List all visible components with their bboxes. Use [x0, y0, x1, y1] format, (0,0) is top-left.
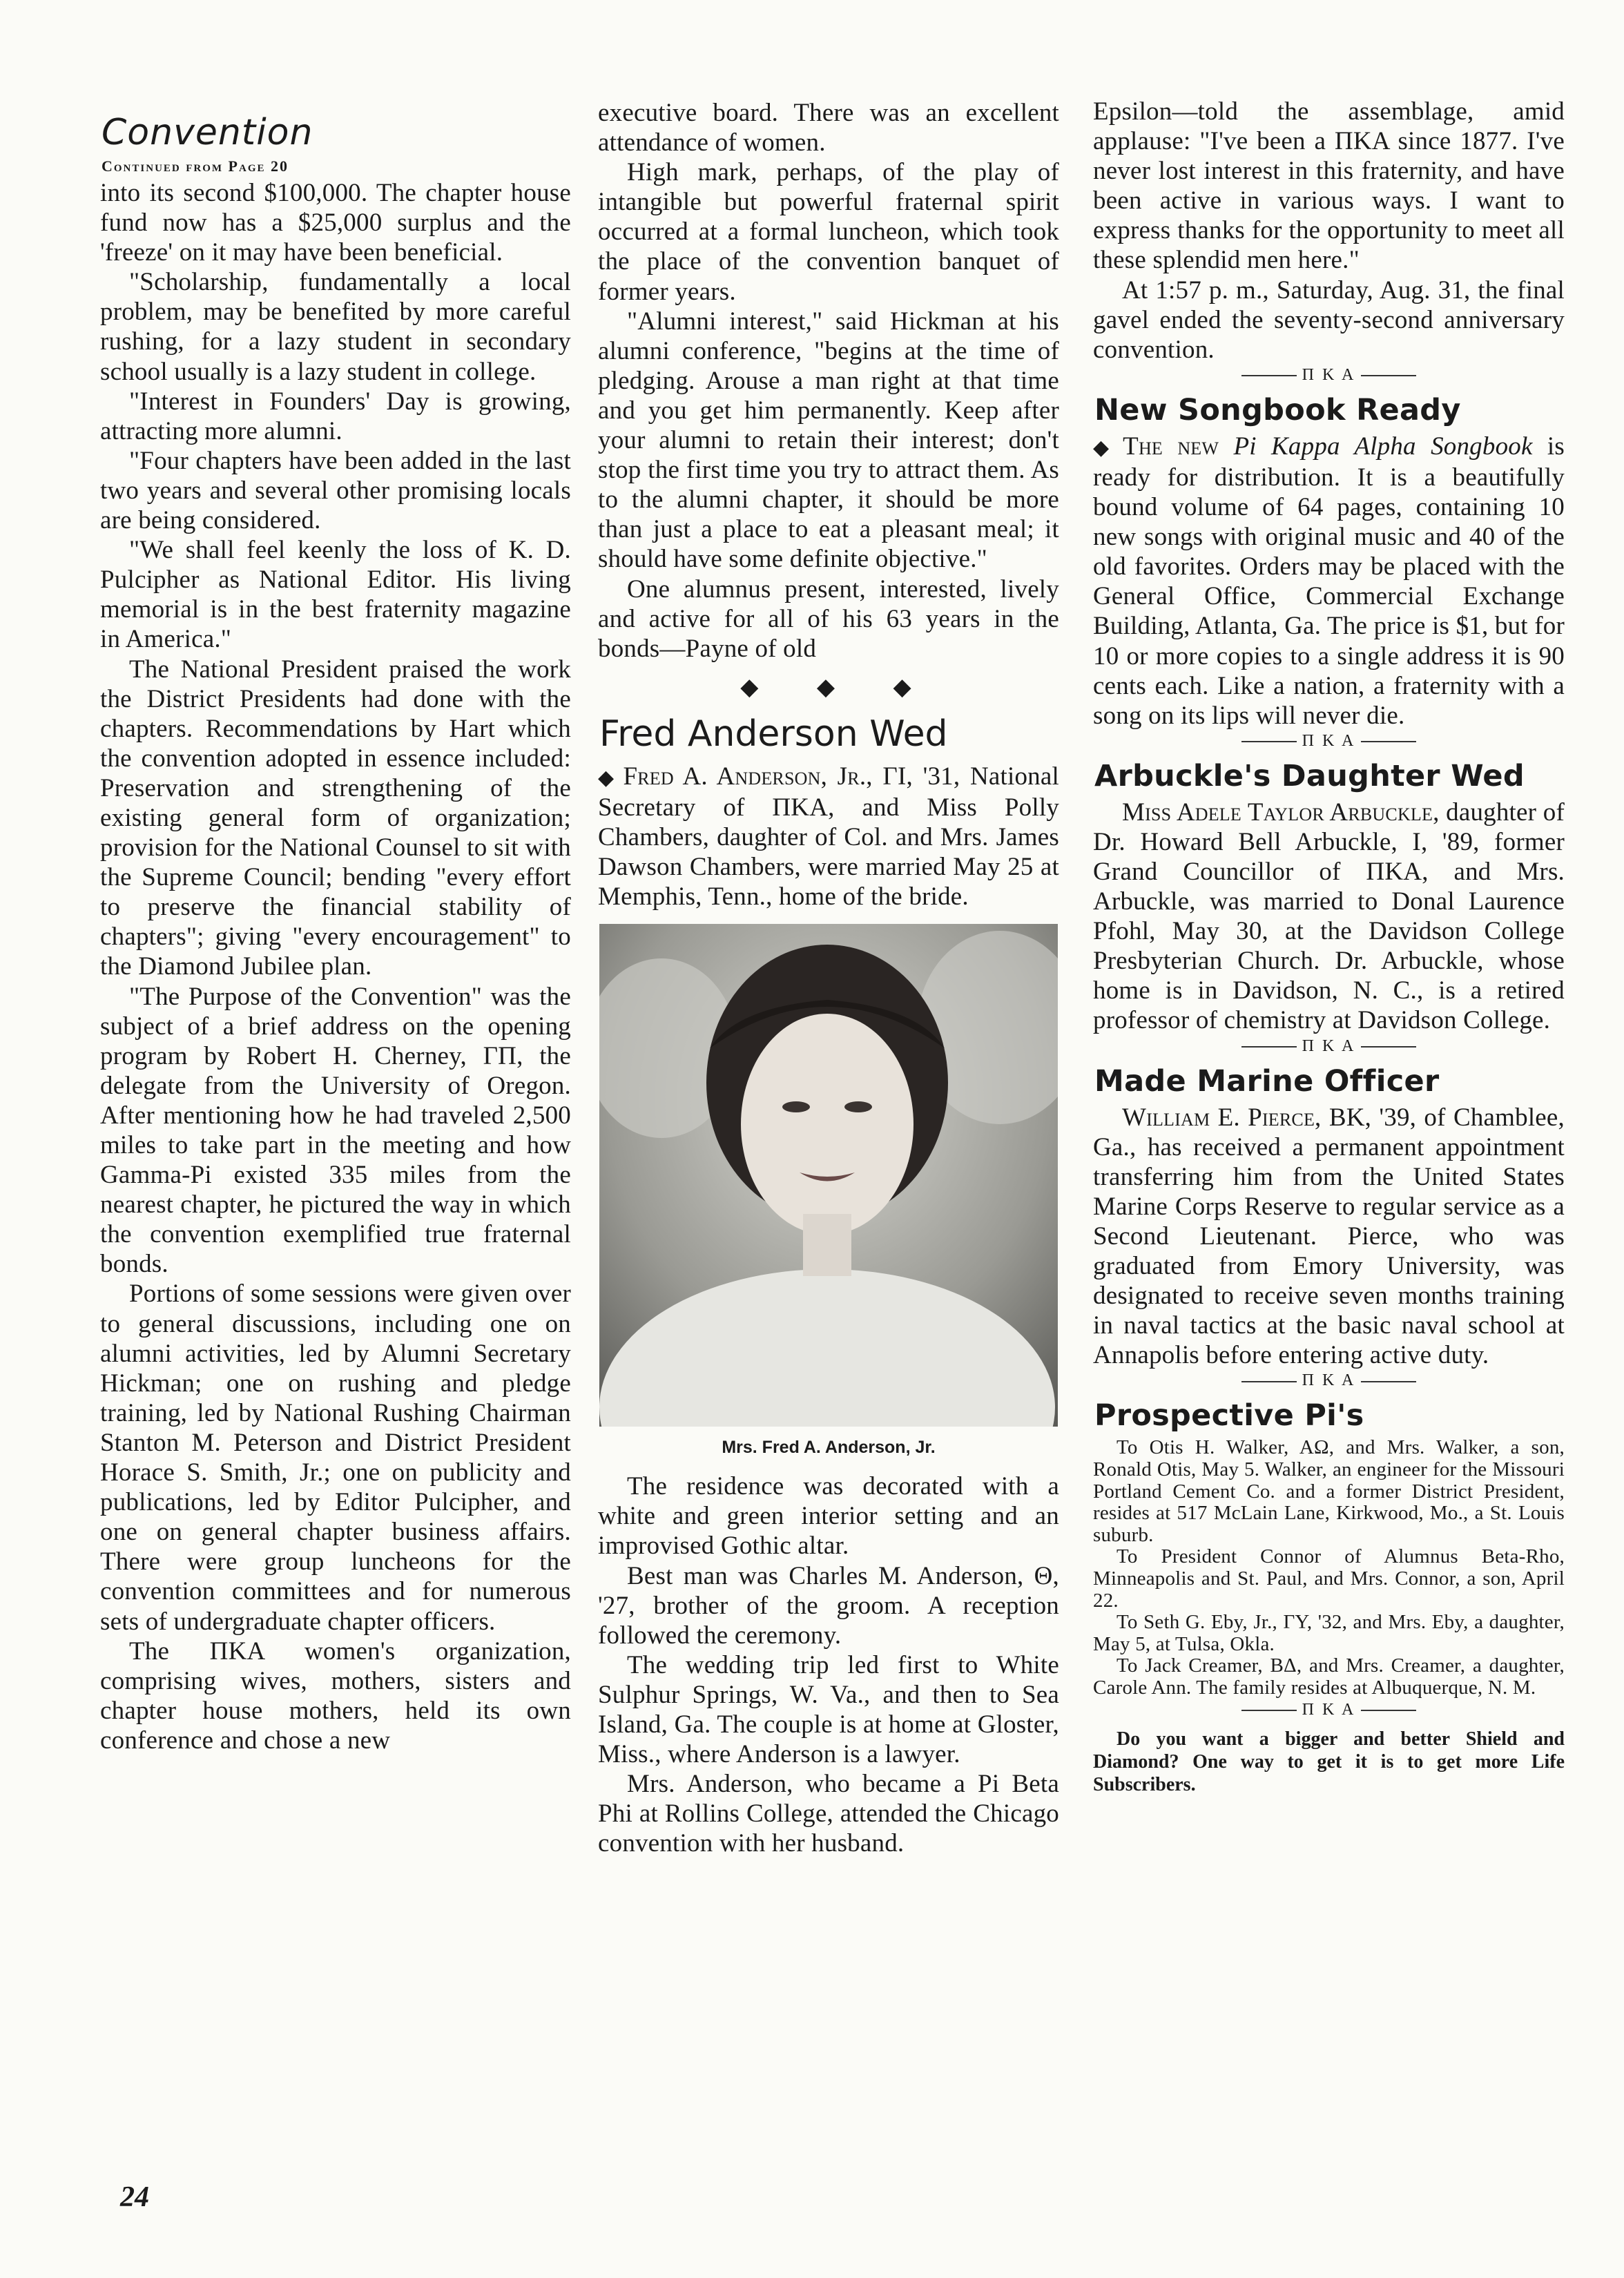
arbuckle-paragraph: Miss Adele Taylor Arbuckle, daughter of Dr. Howard Bell Arbuckle, I, '89, former Grand Councillor of ΠΚΑ, and Mrs. Arbuckle, was married to Donal Laurence Pfohl, May 30, at the Davidson College Presbyterian Church. Dr. Arbuckle, whose home is in Davidson, N. C., is a retired professor of chemistry at Davidson College.: [1093, 798, 1565, 1035]
list-item: To Otis H. Walker, AΩ, and Mrs. Walker, a son, Ronald Otis, May 5. Walker, an engineer for the Missouri Portland Cement Co. and a former District President, resides at 517 McLain Lane, Kirkwood, Mo., a St. Louis suburb.: [1093, 1436, 1565, 1546]
separator: Π Κ Α: [1093, 366, 1565, 385]
list-item: To Jack Creamer, BΔ, and Mrs. Creamer, a daughter, Carole Ann. The family resides at Albuquerque, N. M.: [1093, 1654, 1565, 1699]
section-divider: ◆ ◆ ◆: [740, 674, 938, 700]
paragraph: into its second $100,000. The chapter house fund now has a $25,000 surplus and the 'freeze' on it may have been beneficial.: [100, 179, 571, 267]
paragraph: Mrs. Anderson, who became a Pi Beta Phi at Rollins College, attended the Chicago convention with her husband.: [598, 1770, 1059, 1858]
paragraph: The residence was decorated with a white and green interior setting and an improvised Gothic altar.: [598, 1472, 1059, 1561]
continued-note: Continued from Page 20: [102, 157, 289, 175]
subscription-ad: Do you want a bigger and better Shield and Diamond? One way to get it is to get more Life Subscribers.: [1093, 1728, 1565, 1795]
arbuckle-heading: Arbuckle's Daughter Wed: [1094, 758, 1525, 793]
list-item: To President Connor of Alumnus Beta-Rho, Minneapolis and St. Paul, and Mrs. Connor, a son, April 22.: [1093, 1545, 1565, 1612]
songbook-paragraph: ◆ The new Pi Kappa Alpha Songbook is ready for distribution. It is a beautifully bound volume of 64 pages, containing 10 new songs with original music and 40 of the old favorites. Orders may be placed with the General Office, Commercial Exchange Building, Atlanta, Ga. The price is $1, but for 10 or more copies to a single address it is 90 cents each. Like a nation, a fraternity with a song on its lips will never die.: [1093, 432, 1565, 730]
separator: Π Κ Α: [1093, 1037, 1565, 1056]
wed-lead-text: , ΓΙ, '31, National Secretary of ΠΚΑ, and Miss Polly Chambers, daughter of Col. and Mrs. James Dawson Chambers, were married May 25 at Memphis, Tenn., home of the bride.: [598, 762, 1059, 911]
marine-paragraph: William E. Pierce, BK, '39, of Chamblee, Ga., has received a permanent appointment transferring him from the United States Marine Corps Reserve to regular service as a Second Lieutenant. Pierce, who was graduated from Emory University, was designated to receive seven months training in naval tactics at the basic naval school at Annapolis before entering active duty.: [1093, 1103, 1565, 1370]
list-item: To Seth G. Eby, Jr., ΓΥ, '32, and Mrs. Eby, a daughter, May 5, at Tulsa, Okla.: [1093, 1611, 1565, 1655]
paragraph: High mark, perhaps, of the play of intangible but powerful fraternal spirit occurred at a formal luncheon, which took the place of the convention banquet of former years.: [598, 158, 1059, 306]
paragraph: "Four chapters have been added in the last two years and several other promising locals are being considered.: [100, 446, 571, 535]
paragraph: "Interest in Founders' Day is growing, attracting more alumni.: [100, 387, 571, 445]
diamond-bullet-icon: ◆: [598, 766, 618, 789]
paragraph: executive board. There was an excellent attendance of women.: [598, 99, 1059, 157]
paragraph: Epsilon—told the assemblage, amid applause: "I've been a ΠΚΑ since 1877. I've never lost interest in this fraternity, and have been active in various ways. I want to express thanks for the opportunity to meet all these splendid men here.": [1093, 97, 1565, 275]
paragraph: One alumnus present, interested, lively and active for all of his 63 years in the bonds—Payne of old: [598, 575, 1059, 663]
paragraph: At 1:57 p. m., Saturday, Aug. 31, the final gavel ended the seventy-second anniversary convention.: [1093, 276, 1565, 364]
paragraph: The ΠΚΑ women's organization, comprising wives, mothers, sisters and chapter house mothers, held its own conference and chose a new: [100, 1637, 571, 1755]
separator: Π Κ Α: [1093, 1371, 1565, 1390]
column-left: [100, 97, 571, 1755]
page-number: 24: [120, 2181, 149, 2213]
photo-caption: Mrs. Fred A. Anderson, Jr.: [722, 1438, 936, 1458]
paragraph: "Alumni interest," said Hickman at his alumni conference, "begins at the time of pledging. Arouse a man right at that time and you get him permanently. Keep after your alumni to retain their interest; don't stop the first time you try to attract them. As to the alumni chapter, it should be more than just a place to eat a pleasant meal; it should have some definite objective.": [598, 307, 1059, 574]
column-right: [1093, 97, 1565, 1796]
songbook-heading: New Songbook Ready: [1094, 392, 1461, 427]
wed-lead-paragraph: [598, 762, 1059, 911]
portrait-illustration: [599, 924, 1058, 1427]
paragraph: Best man was Charles M. Anderson, Θ, '27, brother of the groom. A reception followed the ceremony.: [598, 1561, 1059, 1650]
paragraph: The National President praised the work the District Presidents had done with the chapters. Recommendations by Hart which the convention adopted in essence included: Preservation and strengthening of the existing general form of organization; provision for the National Counsel to sit with the Supreme Council; bending "every effort to preserve the financial stability of chapters"; giving "every encouragement" to the Diamond Jubilee plan.: [100, 655, 571, 981]
wed-heading: Fred Anderson Wed: [599, 713, 948, 755]
wed-lead-name: Fred A. Anderson, Jr.: [623, 762, 867, 791]
paragraph: "We shall feel keenly the loss of K. D. Pulcipher as National Editor. His living memorial is in the best fraternity magazine in America.": [100, 536, 571, 654]
paragraph: Portions of some sessions were given over to general discussions, including one on alumni activities, led by Alumni Secretary Hickman; one on rushing and pledge training, led by National Rushing Chairman Stanton M. Peterson and District President Horace S. Smith, Jr.; one on publicity and publications, led by Editor Pulcipher, and one on general chapter business affairs. There were group luncheons for the convention committees and for numerous sets of undergraduate chapter officers.: [100, 1280, 571, 1636]
separator: Π Κ Α: [1093, 1701, 1565, 1719]
column-middle: [598, 98, 1059, 1858]
bride-portrait-photo: [599, 924, 1058, 1427]
paragraph: The wedding trip led first to White Sulphur Springs, W. Va., and then to Sea Island, Ga. The couple is at home at Gloster, Miss., where Anderson is a lawyer.: [598, 1650, 1059, 1769]
prospective-heading: Prospective Pi's: [1094, 1398, 1364, 1434]
marine-heading: Made Marine Officer: [1094, 1063, 1440, 1099]
diamond-bullet-icon: ◆: [1093, 436, 1118, 459]
separator: Π Κ Α: [1093, 732, 1565, 751]
convention-heading: Convention: [102, 112, 313, 153]
prospective-list: [1093, 1437, 1565, 1699]
paragraph: "Scholarship, fundamentally a local problem, may be benefited by more careful rushing, for a lazy student in secondary school usually is a lazy student in college.: [100, 268, 571, 386]
paragraph: "The Purpose of the Convention" was the subject of a brief address on the opening program by Robert H. Cherney, ΓΠ, the delegate from the University of Oregon. After mentioning how he had traveled 2,500 miles to take part in the meeting and how Gamma-Pi existed 335 miles from the nearest chapter, he pictured the way in which the convention exemplified true fraternal bonds.: [100, 982, 571, 1279]
